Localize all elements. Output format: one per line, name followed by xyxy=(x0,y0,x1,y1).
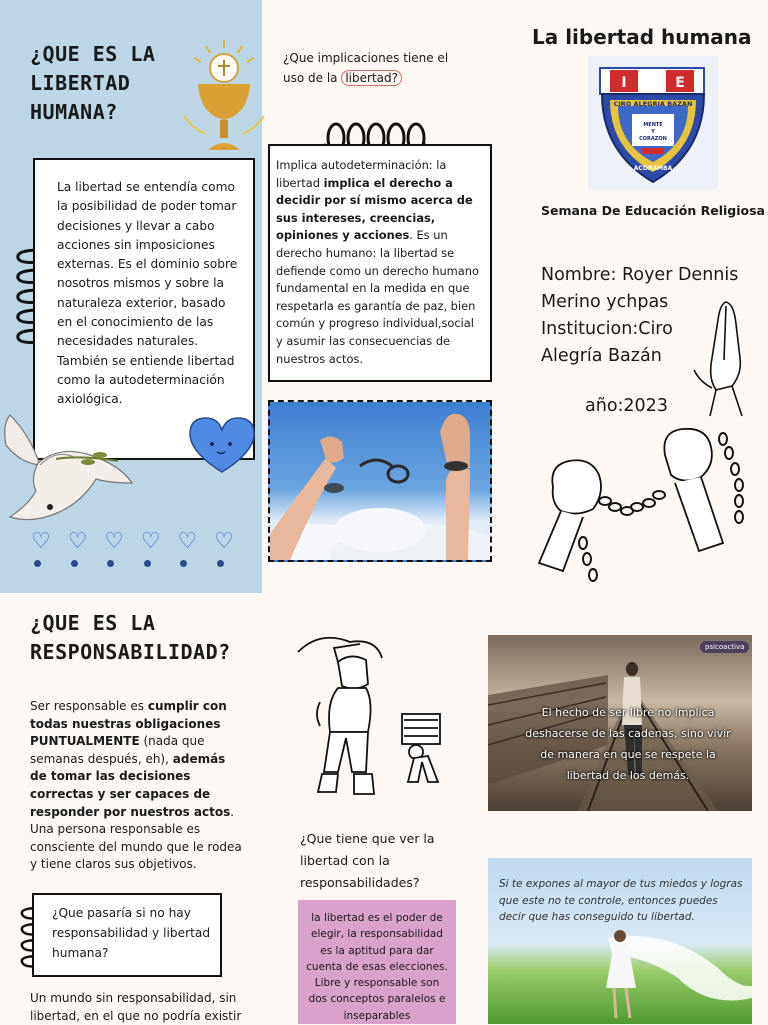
chalice-icon xyxy=(182,38,266,162)
heading-responsabilidad: ¿QUE ES LA RESPONSABILIDAD? xyxy=(30,611,231,664)
implicaciones-card xyxy=(268,144,492,382)
info-line-institution: Institucion:Ciro xyxy=(541,319,673,339)
resp-c: (nada que semanas después, eh), xyxy=(30,734,205,766)
heart-icon: ♡ xyxy=(214,529,234,554)
week-label: Semana De Educación Religiosa xyxy=(541,203,765,218)
broken-chains-icon xyxy=(533,423,755,591)
answer-text: Un mundo sin responsabilidad, sin libertad, en el que no podría existir xyxy=(30,991,242,1023)
resp-a: Ser responsable es xyxy=(30,699,148,713)
dot xyxy=(144,560,151,567)
resp-b: cumplir con todas nuestras obligaciones PUNTUALMENTE xyxy=(30,699,227,749)
logo-ring-bottom: ACOBAMBA xyxy=(633,165,673,172)
handcuffs-photo xyxy=(268,400,492,562)
dots-row xyxy=(34,560,224,567)
railway-quote: El hecho de ser libre no implica deshacerse de las cadenas, sino vivir de manera en que se respete la libertad de los demás. xyxy=(525,706,731,782)
heart-icon: ♡ xyxy=(104,529,125,554)
logo-letter-i: I xyxy=(621,75,627,91)
school-logo xyxy=(588,56,718,190)
info-line-surname: Merino ychpas xyxy=(541,292,669,312)
photo-illustration xyxy=(270,402,490,560)
school-crest-icon xyxy=(588,56,718,190)
dove-icon xyxy=(0,405,135,545)
implicaciones-question xyxy=(283,48,473,88)
dot xyxy=(71,560,78,567)
logo-ring-top: CIRO ALEGRIA BAZAN xyxy=(613,100,693,108)
praying-hands-icon xyxy=(686,298,756,418)
card-text-1: Implica autodeterminación: la libertad xyxy=(276,158,447,190)
relacion-answer-box xyxy=(298,900,456,1024)
heart-icon: ♡ xyxy=(67,529,88,554)
dot xyxy=(180,560,187,567)
dot xyxy=(217,560,224,567)
relacion-question: ¿Que tiene que ver la libertad con la responsabilidades? xyxy=(300,831,435,890)
pharaoh-illustration xyxy=(290,622,460,804)
logo-motto-3: CORAZON xyxy=(639,136,667,142)
relacion-answer-text: la libertad es el poder de elegir, la responsabilidad es la aptitud para dar cuenta de esas elecciones. Libre y responsable son dos conceptos paralelos e inseparables xyxy=(306,912,448,1022)
card-text-2: . Es un derecho humano: la libertad se defiende como un derecho humano fundamental en la medida en que respetarla es garantía de paz, bien común y progreso individual,social y asumir las consecuencias de nuestros actos. xyxy=(276,228,479,366)
info-line-school: Alegría Bazán xyxy=(541,346,662,366)
question-text: ¿Que pasaría si no hay responsabilidad y libertad humana? xyxy=(52,906,211,960)
logo-motto-2: Y xyxy=(651,129,655,135)
year-label: año:2023 xyxy=(585,396,668,416)
source-tag: psicoactiva xyxy=(700,641,749,653)
question-prefix: ¿Que implicaciones tiene el uso de la xyxy=(283,51,449,85)
meadow-quote: Si te expones al mayor de tus miedos y logras que este no te controle, entonces puedes decir que has conseguido tu libertad. xyxy=(499,878,743,923)
page-title: La libertad humana xyxy=(532,25,752,49)
logo-motto-1: MENTE xyxy=(643,122,663,128)
hearts-row xyxy=(30,531,235,553)
question-card xyxy=(32,893,222,977)
resp-e: . Una persona responsable es consciente del mundo que le rodea y tiene claros sus objetivos. xyxy=(30,804,242,872)
heart-face-icon xyxy=(186,414,258,476)
heading-libertad: ¿QUE ES LA LIBERTAD HUMANA? xyxy=(30,42,156,124)
heart-icon: ♡ xyxy=(177,529,198,554)
info-line-name: Nombre: Royer Dennis xyxy=(541,265,739,285)
resp-d: además de tomar las decisiones correctas y ser capaces de responder por nuestros actos xyxy=(30,751,231,819)
logo-letter-e: E xyxy=(675,75,685,91)
dot xyxy=(107,560,114,567)
heart-icon: ♡ xyxy=(140,529,161,554)
dot xyxy=(34,560,41,567)
heart-icon: ♡ xyxy=(31,529,51,554)
implicaciones-text xyxy=(270,146,490,368)
question-highlight: libertad? xyxy=(341,70,402,86)
definition-text: La libertad se entendía como la posibilidad de poder tomar decisiones y llevar a cabo acciones sin imposiciones externas. Es el dominio sobre nosotros mismos y sobre la naturaleza exterior, basado en el conocimiento de las necesidades naturales. También se entiende libertad como la autodeterminación axiológica. xyxy=(57,180,238,407)
responsabilidad-text xyxy=(30,698,242,874)
card-text-bold: implica el derecho a decidir por sí mismo acerca de sus intereses, creencias, opiniones y acciones xyxy=(276,175,473,243)
